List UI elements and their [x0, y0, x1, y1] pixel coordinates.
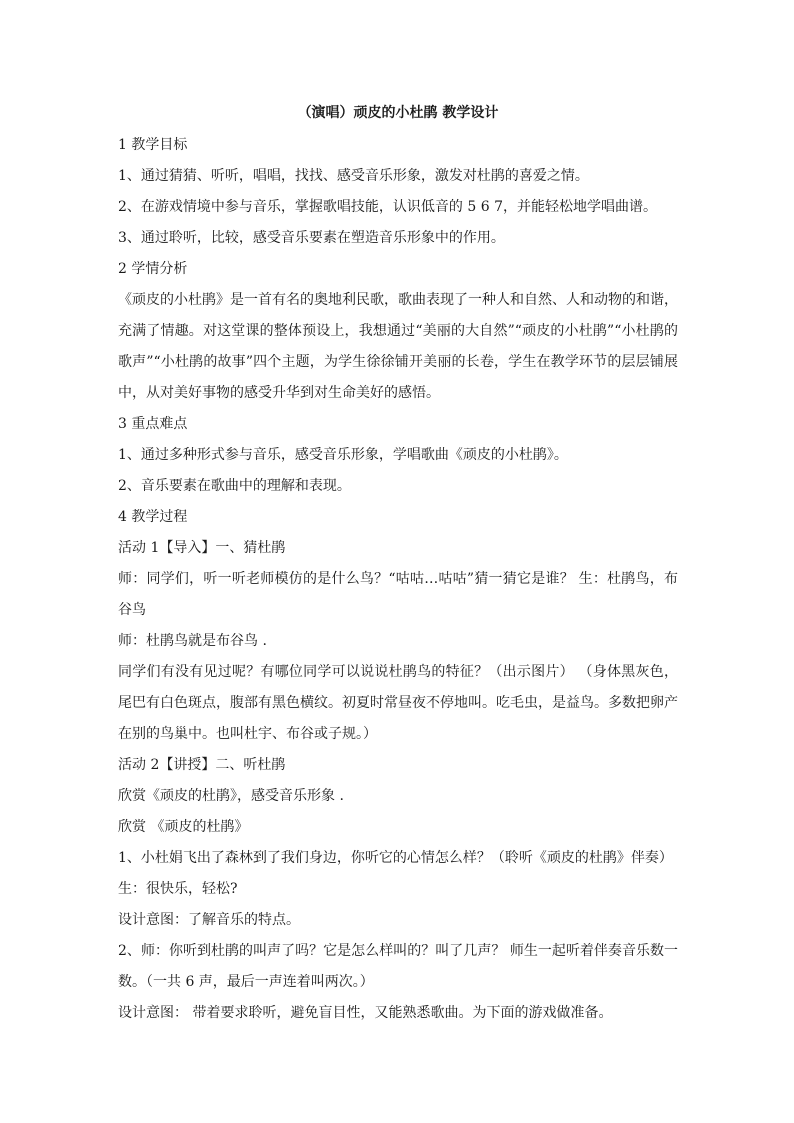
paragraph: 欣赏 《顽皮的杜鹃》	[118, 819, 249, 835]
paragraph: 2、在游戏情境中参与音乐，掌握歌唱技能，认识低音的 5 6 7，并能轻松地学唱曲谱。	[118, 199, 657, 215]
paragraph: 《顽皮的小杜鹃》是一首有名的奥地利民歌，歌曲表现了一种人和自然、人和动物的和谐，充满了情趣。对这堂课的整体预设上，我想通过“美丽的大自然”“顽皮的小杜鹃”“小杜鹃的歌声”“小杜鹃的故事”四个主题，为学生徐徐铺开美丽的长卷，学生在教学环节的层层铺展中，从对美好事物的感受升华到对生命美好的感悟。	[118, 292, 678, 401]
paragraph: 2、音乐要素在歌曲中的理解和表现。	[118, 478, 351, 494]
section-heading-process: 4 教学过程	[118, 509, 188, 525]
paragraph: 同学们有没有见过呢？有哪位同学可以说说杜鹃鸟的特征？（出示图片） （身体黑灰色，尾巴有白色斑点，腹部有黑色横纹。初夏时常昼夜不停地叫。吃毛虫，是益鸟。多数把卵产在别的鸟巢中。也叫杜宇、布谷或子规。）	[118, 664, 678, 742]
section-heading-analysis: 2 学情分析	[118, 261, 188, 277]
document-page	[118, 100, 678, 1029]
paragraph: 2、师：你听到杜鹃的叫声了吗？它是怎么样叫的？叫了几声？ 师生一起听着伴奏音乐数一数。（一共 6 声，最后一声连着叫两次。）	[118, 943, 678, 990]
paragraph: 设计意图： 带着要求聆听，避免盲目性，又能熟悉歌曲。为下面的游戏做准备。	[118, 1005, 613, 1021]
paragraph: 设计意图：了解音乐的特点。	[118, 912, 300, 928]
paragraph: 3、通过聆听，比较，感受音乐要素在塑造音乐形象中的作用。	[118, 230, 505, 246]
paragraph: 1、通过多种形式参与音乐，感受音乐形象，学唱歌曲《顽皮的小杜鹃》。	[118, 447, 568, 463]
paragraph: 1、通过猜猜、听听，唱唱，找找、感受音乐形象，激发对杜鹃的喜爱之情。	[118, 168, 589, 184]
section-heading-objectives: 1 教学目标	[118, 137, 188, 153]
activity-heading: 活动 2【讲授】二、听杜鹃	[118, 757, 286, 773]
document-title: （演唱）顽皮的小杜鹃 教学设计	[297, 105, 499, 121]
paragraph: 师：同学们，听一听老师模仿的是什么鸟？“咕咕…咕咕”猜一猜它是谁？ 生：杜鹃鸟，布谷鸟	[118, 571, 678, 618]
section-heading-key-points: 3 重点难点	[118, 416, 188, 432]
activity-heading: 活动 1【导入】一、猜杜鹃	[118, 540, 286, 556]
paragraph: 生：很快乐，轻松?	[118, 881, 238, 897]
paragraph: 欣赏《顽皮的杜鹃》，感受音乐形象 .	[118, 788, 344, 804]
paragraph: 1、小杜娟飞出了森林到了我们身边，你听它的心情怎么样？（聆听《顽皮的杜鹃》伴奏）	[118, 850, 673, 866]
paragraph: 师：杜鹃鸟就是布谷鸟 .	[118, 633, 267, 649]
